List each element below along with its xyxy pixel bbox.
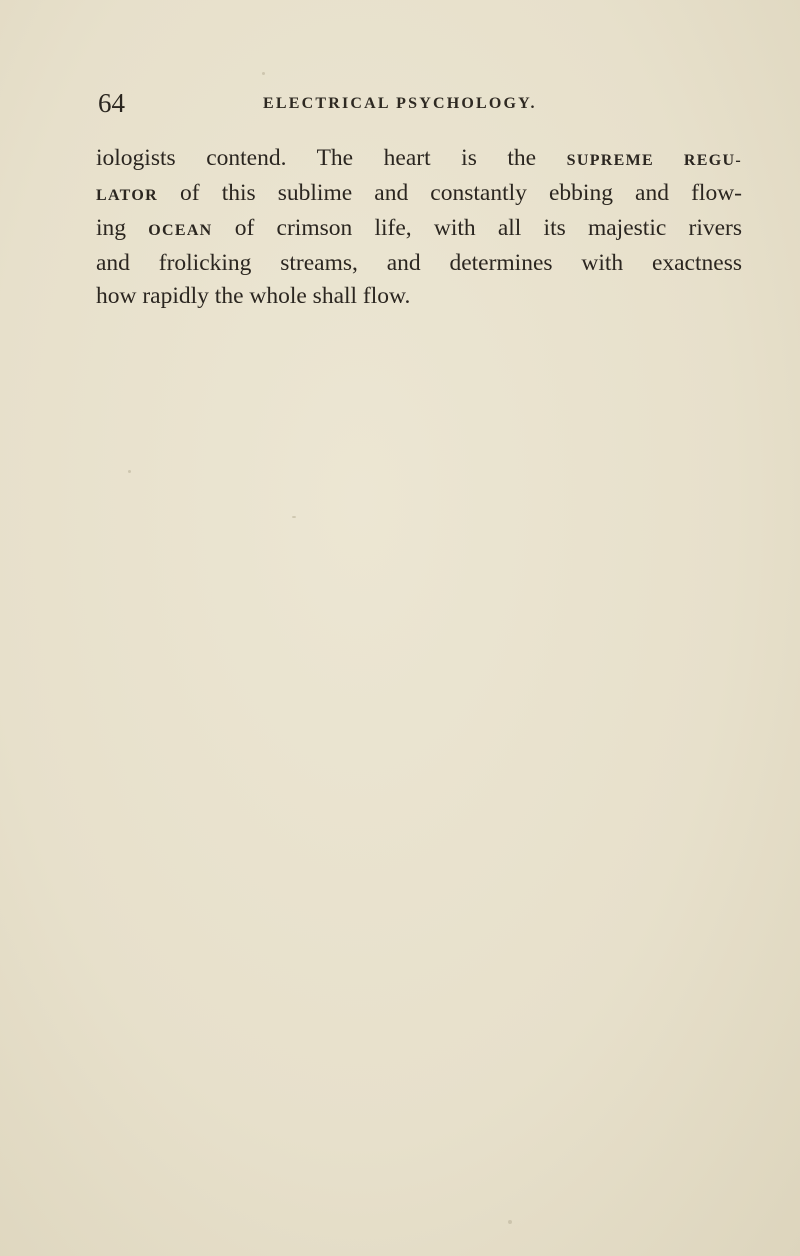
paper-speck (128, 470, 131, 473)
running-title: ELECTRICAL PSYCHOLOGY. (263, 95, 537, 112)
text-run: of crimson life, with all its majestic rivers (212, 215, 742, 241)
text-run: iologists contend. The heart is the (96, 145, 567, 171)
small-caps-run: OCEAN (148, 222, 213, 239)
small-caps-run: SUPREME REGU- (566, 152, 742, 169)
text-line: how rapidly the whole shall flow. (96, 283, 411, 309)
small-caps-run: LATOR (96, 187, 158, 204)
page-number: 64 (98, 88, 125, 118)
text-line (96, 142, 742, 177)
body-paragraph (96, 142, 742, 313)
paper-speck (262, 72, 265, 75)
page-header (98, 88, 718, 118)
text-run: ing (96, 215, 149, 241)
text-line (96, 212, 742, 247)
paper-speck (292, 516, 296, 518)
text-line: and frolicking streams, and determines with exactness (96, 250, 742, 276)
text-line (96, 177, 742, 212)
paper-speck (508, 1220, 512, 1224)
text-run: of this sublime and constantly ebbing and flow- (157, 180, 742, 206)
